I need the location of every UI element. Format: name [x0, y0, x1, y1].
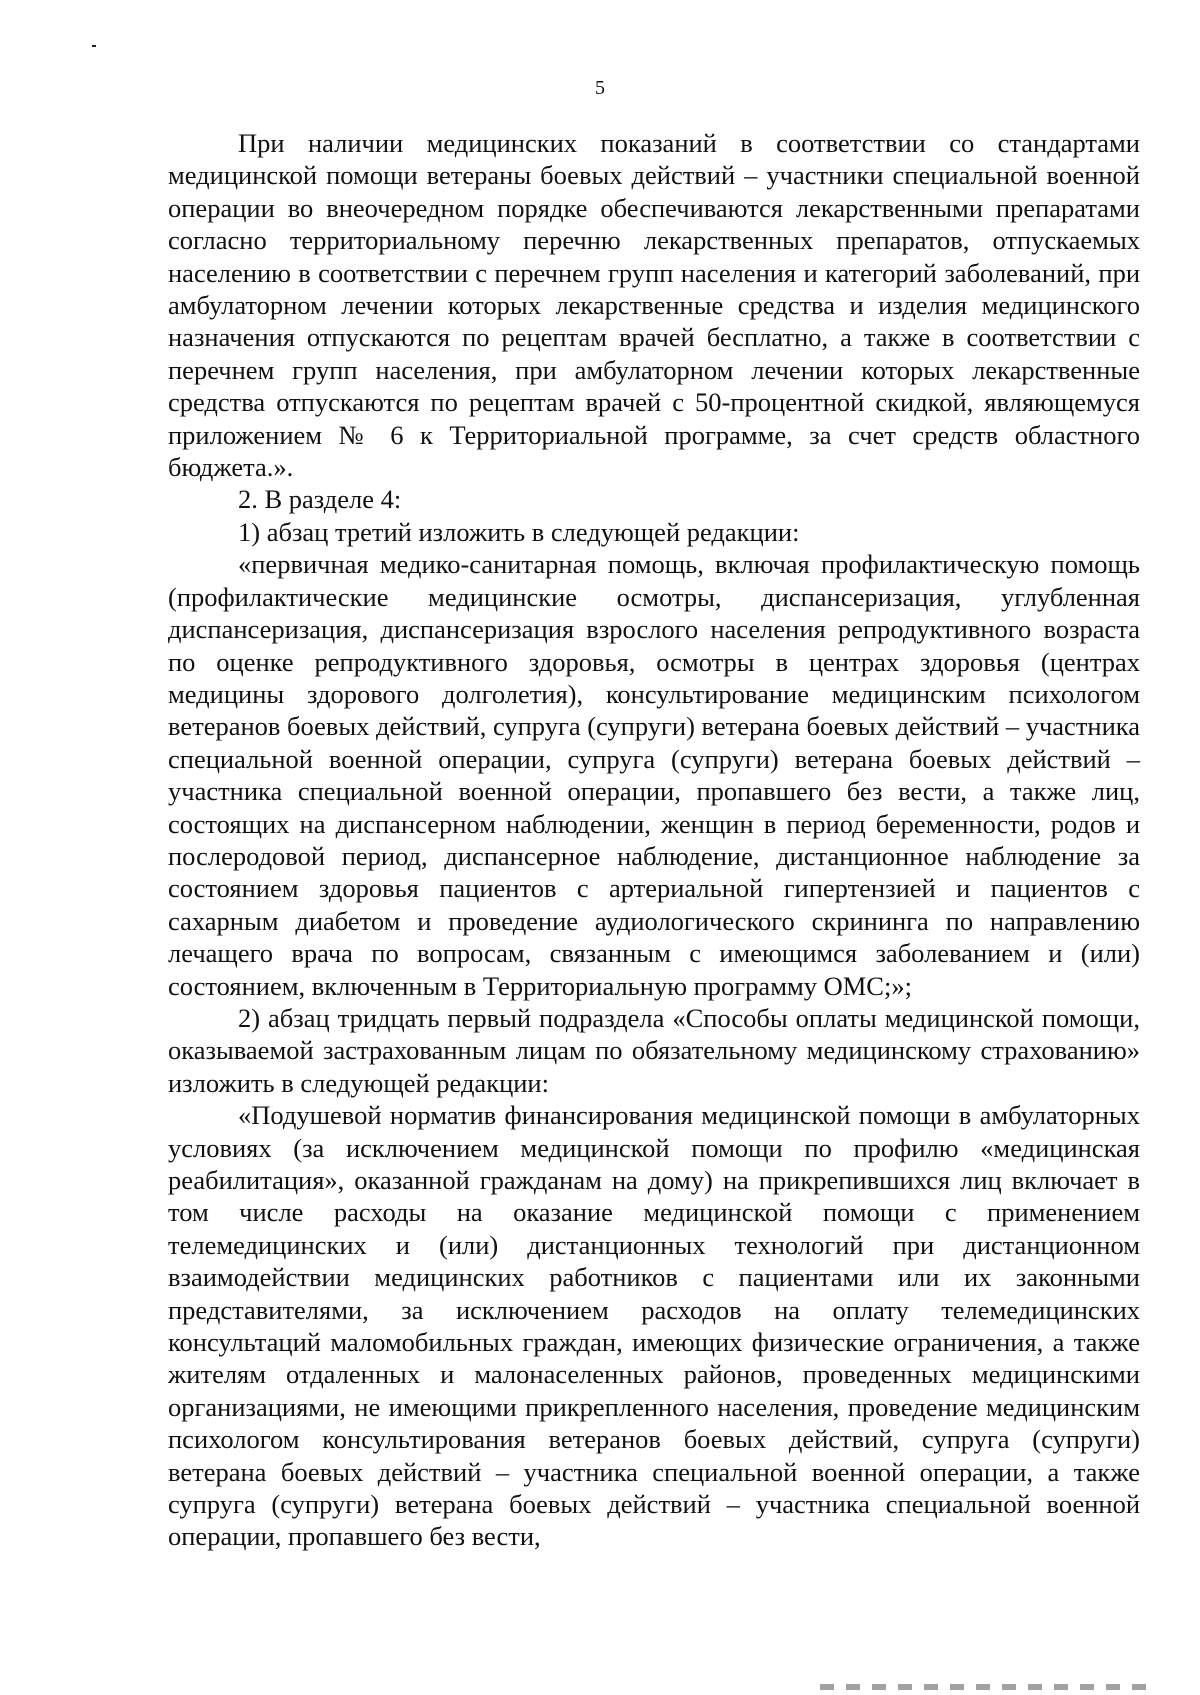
scan-artifact [92, 45, 96, 47]
page-number: 5 [595, 77, 605, 99]
scan-artifact-bottom [820, 1684, 1150, 1690]
paragraph-section-4-heading: 2. В разделе 4: [238, 484, 402, 515]
paragraph-primary-care-text: «первичная медико-санитарная помощь, включая профилактическую помощь (профилактические медицинские осмотры, диспансеризация, углубленная диспансеризация, диспансеризация взрослого населения репродуктивного возраста по оценке репродуктивного здоровья, осмотры в центрах здоровья (центрах медицины здорового долголетия), консультирование медицинским психологом ветеранов боевых действий, супруга (супруги) ветерана боевых действий – участника специальной военной операции, супруга (супруги) ветерана боевых действий – участника специальной военной операции, пропавшего без вести, а также лиц, состоящих на диспансерном наблюдении, женщин в период беременности, родов и послеродовой период, диспансерное наблюдение, дистанционное наблюдение за состоянием здоровья пациентов с артериальной гипертензией и пациентов с сахарным диабетом и проведение аудиологического скрининга по направлению лечащего врача по вопросам, связанным с имеющимся заболеванием и (или) состоянием, включенным в Территориальную программу ОМС;»; [168, 549, 1140, 1001]
paragraph-capitation-norm-text: «Подушевой норматив финансирования медицинской помощи в амбулаторных условиях (за исключением медицинской помощи по профилю «медицинская реабилитация», оказанной гражданам на дому) на прикрепившихся лиц включает в том числе расходы на оказание медицинской помощи с применением телемедицинских и (или) дистанционных технологий при дистанционном взаимодействии медицинских работников с пациентами или их законными представителями, за исключением расходов на оплату телемедицинских консультаций маломобильных граждан, имеющих физические ограничения, а также жителям отдаленных и малонаселенных районов, проведенных медицинскими организациями, не имеющими прикрепленного населения, проведение медицинским психологом консультирования ветеранов боевых действий, супруга (супруги) ветерана боевых действий – участника специальной военной операции, а также супруга (супруги) ветерана боевых действий – участника специальной военной операции, пропавшего без вести, [168, 1100, 1140, 1552]
paragraph-medication-provision: При наличии медицинских показаний в соответствии со стандартами медицинской помощи ветераны боевых действий – участники специальной военной операции во внеочередном порядке обеспечиваются лекарственными препаратами согласно территориальному перечню лекарственных препаратов, отпускаемых населению в соответствии с перечнем групп населения и категорий заболеваний, при амбулаторном лечении которых лекарственные средства и изделия медицинского назначения отпускаются по рецептам врачей бесплатно, а также в соответствии с перечнем групп населения, при амбулаторном лечении которых лекарственные средства отпускаются по рецептам врачей с 50-процентной скидкой, являющемуся приложением № 6 к Территориальной программе, за счет средств областного бюджета.». [168, 128, 1140, 483]
paragraph-item-1-intro: 1) абзац третий изложить в следующей редакции: [238, 516, 800, 547]
paragraph-item-2-intro: 2) абзац тридцать первый подраздела «Способы оплаты медицинской помощи, оказываемой застрахованным лицам по обязательному медицинскому страхованию» изложить в следующей редакции: [168, 1002, 1140, 1098]
document-body [168, 127, 1140, 1553]
